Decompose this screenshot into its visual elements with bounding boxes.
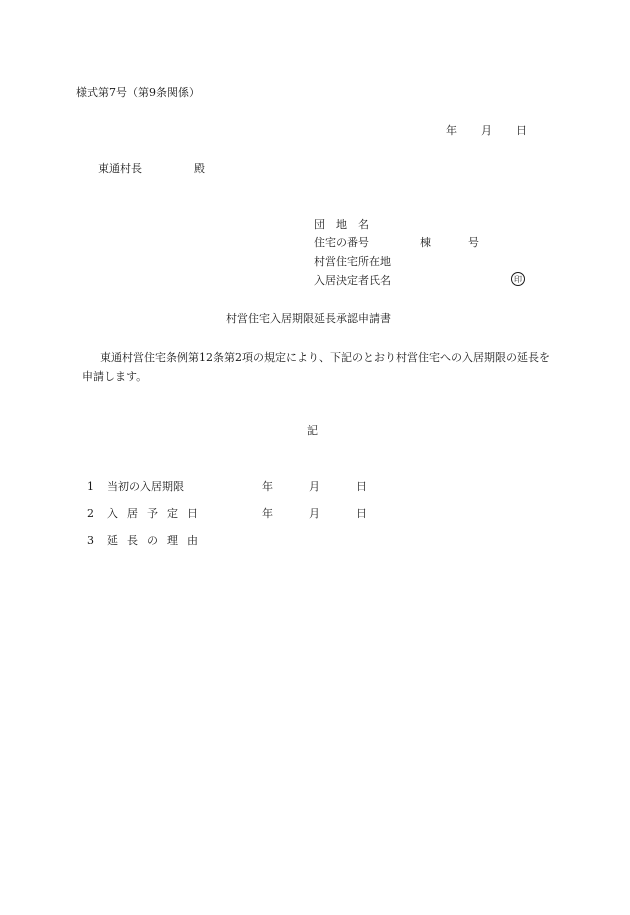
- item-1-day: 日: [356, 480, 367, 493]
- date-year-label: 年: [446, 124, 457, 137]
- note-heading: 記: [307, 424, 318, 437]
- date-day-label: 日: [516, 124, 527, 137]
- room-label: 号: [468, 236, 479, 249]
- item-1-number: 1: [87, 480, 94, 493]
- housing-number-label: 住宅の番号: [314, 236, 369, 249]
- item-2-month: 月: [309, 507, 320, 520]
- body-paragraph: 東通村営住宅条例第12条第2項の規定により、下記のとおり村営住宅への入居期限の延長を申請します。: [82, 351, 550, 383]
- item-2-day: 日: [356, 507, 367, 520]
- item-1-label: 当初の入居期限: [107, 480, 184, 493]
- date-month-label: 月: [481, 124, 492, 137]
- item-2-label: 入居予定日: [107, 507, 207, 520]
- item-2-year: 年: [262, 507, 273, 520]
- location-label: 村営住宅所在地: [314, 255, 391, 268]
- item-1-month: 月: [309, 480, 320, 493]
- form-number: 様式第7号（第9条関係）: [76, 86, 200, 99]
- occupant-name-label: 入居決定者氏名: [314, 274, 391, 287]
- building-label: 棟: [420, 236, 431, 249]
- complex-name-label: 団 地 名: [314, 218, 369, 231]
- seal-mark: 印: [511, 272, 525, 286]
- addressee-honorific: 殿: [194, 162, 205, 175]
- item-3-label: 延長の理由: [107, 534, 207, 547]
- item-1-year: 年: [262, 480, 273, 493]
- item-2-number: 2: [87, 507, 94, 520]
- document-title: 村営住宅入居期限延長承認申請書: [226, 312, 391, 325]
- addressee-name: 東通村長: [98, 162, 142, 175]
- item-3-number: 3: [87, 534, 94, 547]
